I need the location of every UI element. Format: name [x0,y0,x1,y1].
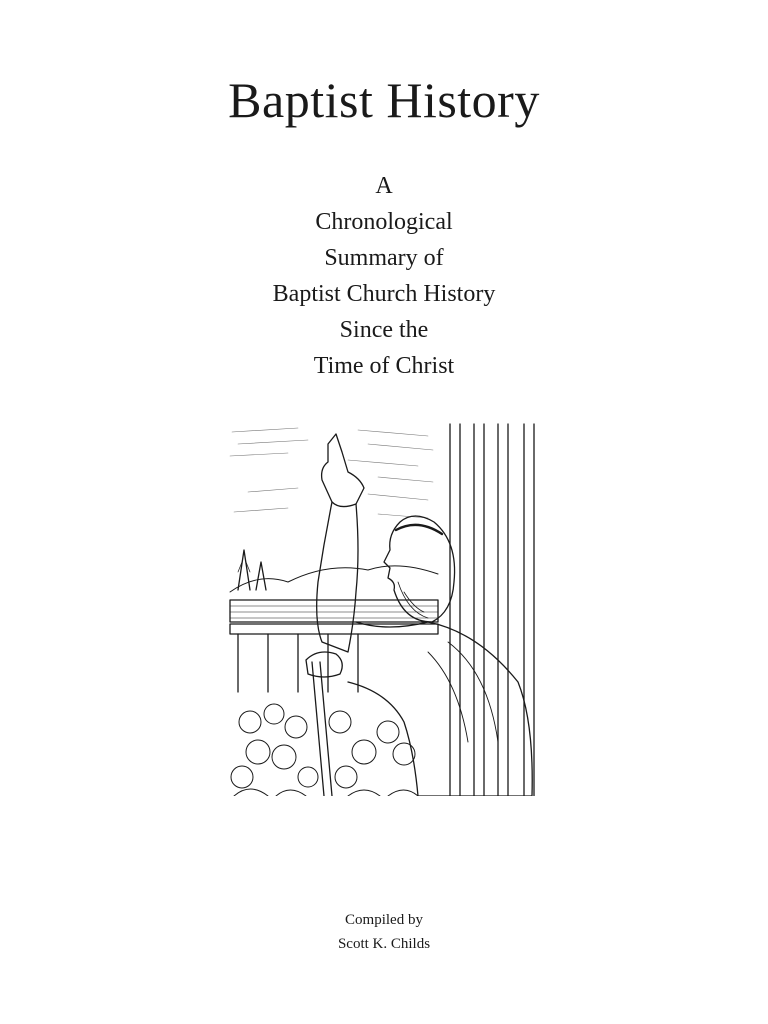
document-title: Baptist History [228,72,540,128]
author-name: Scott K. Childs [337,936,431,952]
subtitle-line: A [375,173,393,199]
subtitle-line: Time of Christ [313,353,455,379]
subtitle-line: Since the [339,317,429,343]
compiled-by [0,908,768,956]
subtitle-line: Baptist Church History [272,281,496,307]
subtitle-line: Chronological [315,209,453,235]
compiled-label: Compiled by [345,912,423,928]
subtitle-line: Summary of [324,245,444,271]
preacher-illustration [228,422,542,796]
document-subtitle [0,168,768,384]
